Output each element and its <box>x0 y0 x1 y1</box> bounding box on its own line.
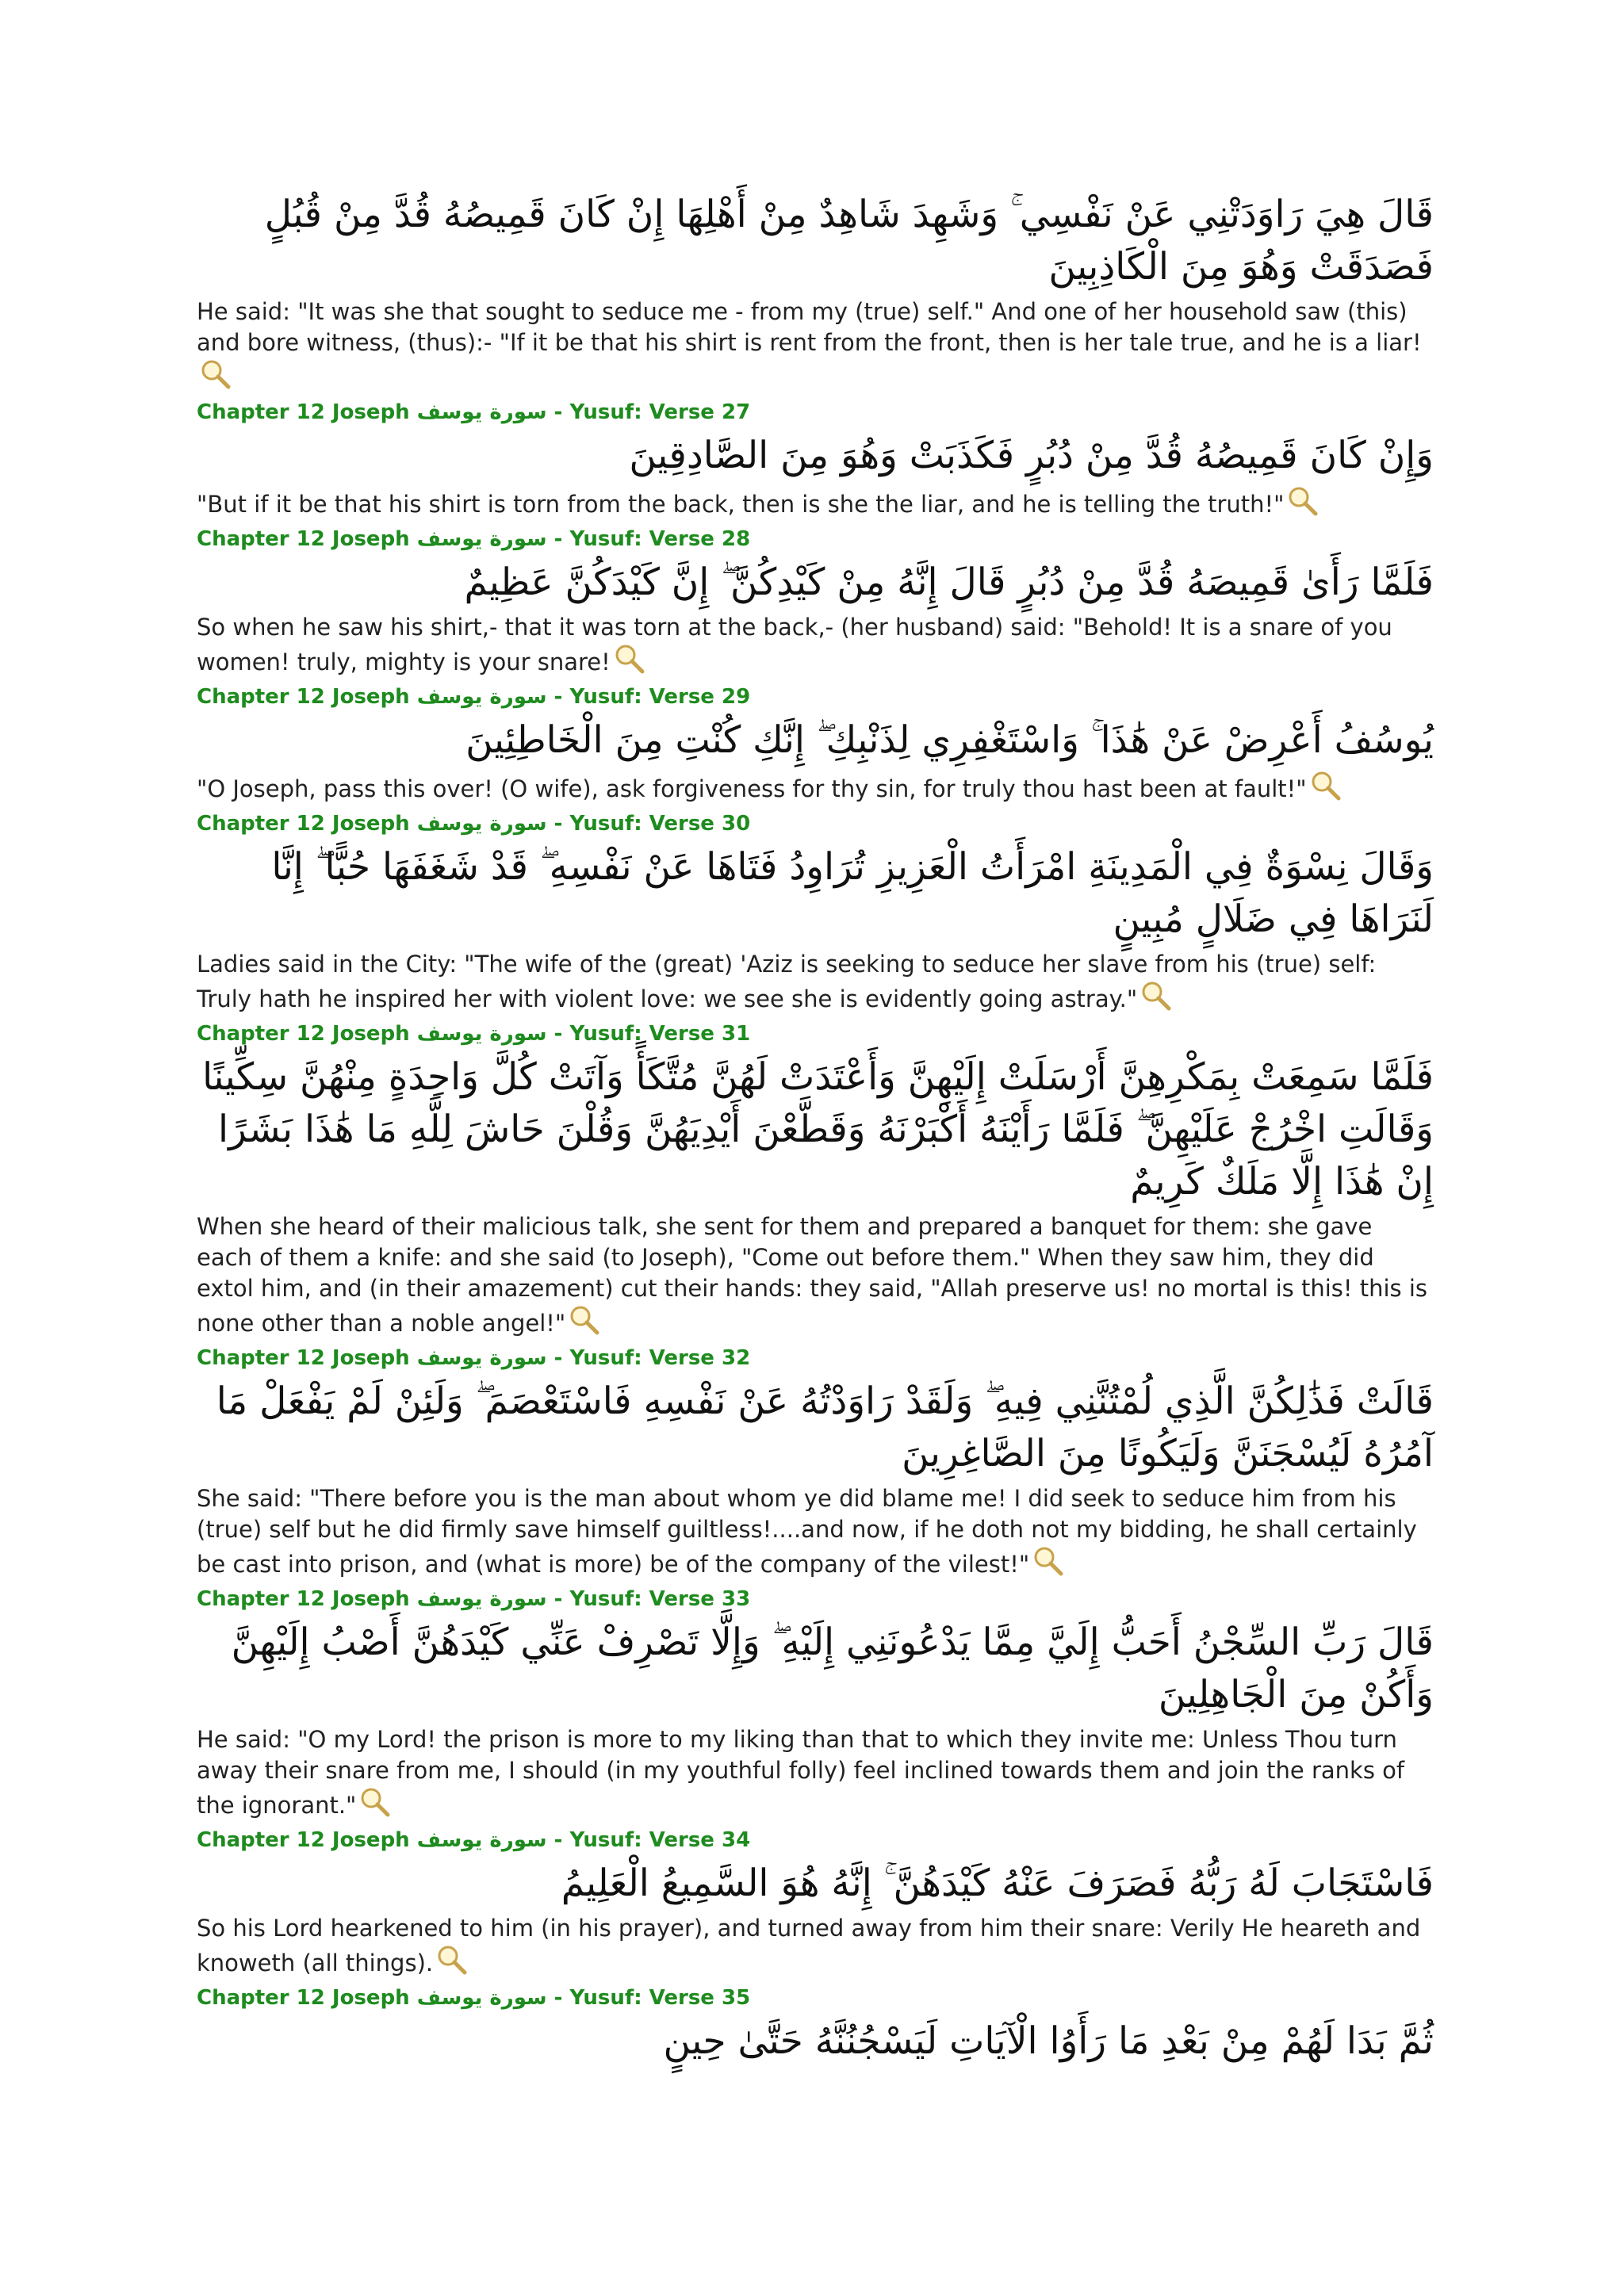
translation-text: He said: "O my Lord! the prison is more to my liking than that to which they invite me: Unless Thou turn away their snare from me, I should (in my youthful folly) feel inclined towards them and join the ranks of the ignorant." <box>197 1726 1405 1819</box>
verse-header: Chapter 12 Joseph سورة يوسف - Yusuf: Verse 30 <box>197 812 751 836</box>
verse-header: Chapter 12 Joseph سورة يوسف - Yusuf: Verse 34 <box>197 1828 751 1852</box>
translation-text: "But if it be that his shirt is torn from the back, then is she the liar, and he is telling the truth!" <box>197 485 1434 520</box>
verse-header: Chapter 12 Joseph سورة يوسف - Yusuf: Verse 29 <box>197 685 751 709</box>
verse-28 <box>197 525 1434 678</box>
arabic-text: قَالَ هِيَ رَاوَدَتْنِي عَنْ نَفْسِي ۚ وَشَهِدَ شَاهِدٌ مِنْ أَهْلِهَا إِنْ كَانَ قَمِيصُهُ قُدَّ مِنْ قُبُلٍ فَصَدَقَتْ وَهُوَ مِنَ الْكَاذِبِينَ <box>264 193 1434 289</box>
translation-text: When she heard of their malicious talk, she sent for them and prepared a banquet for them: she gave each of them a knife: and she said (to Joseph), "Come out before them." When they saw him, they did extol him, and (in their amazement) cut their hands: they said, "Allah preserve us! no mortal is this! this is none other than a noble angel!" <box>197 1213 1428 1337</box>
magnifier-icon[interactable] <box>569 1304 600 1336</box>
verse-26 <box>197 189 1434 393</box>
magnifier-icon[interactable] <box>1032 1545 1064 1577</box>
verse-29 <box>197 683 1434 805</box>
magnifier-icon[interactable] <box>200 358 232 390</box>
verse-32 <box>197 1344 1434 1580</box>
translation-text: She said: "There before you is the man about whom ye did blame me! I did seek to seduce him from his (true) self but he did firmly save himself guiltless!....and now, if he doth not my bidding, he shall certainly be cast into prison, and (what is more) be of the company of the vilest!" <box>197 1485 1417 1578</box>
magnifier-icon[interactable] <box>1287 485 1319 517</box>
verse-30 <box>197 809 1434 1015</box>
verse-header: Chapter 12 Joseph سورة يوسف - Yusuf: Verse 35 <box>197 1986 751 2010</box>
translation-text: He said: "It was she that sought to seduce me - from my (true) self." And one of her household saw (this) and bore witness, (thus):- "If it be that his shirt is rent from the front, then is her tale true, and he is a liar! <box>197 297 1434 393</box>
arabic-text: وَقَالَ نِسْوَةٌ فِي الْمَدِينَةِ امْرَأَتُ الْعَزِيزِ تُرَاوِدُ فَتَاهَا عَنْ نَفْسِهِ ۖ قَدْ شَغَفَهَا حُبًّا ۖ إِنَّا لَنَرَاهَا فِي ضَلَالٍ مُبِينٍ <box>271 845 1434 941</box>
verse-27 <box>197 398 1434 520</box>
arabic-text: فَلَمَّا سَمِعَتْ بِمَكْرِهِنَّ أَرْسَلَتْ إِلَيْهِنَّ وَأَعْتَدَتْ لَهُنَّ مُتَّكَأً وَآتَتْ كُلَّ وَاحِدَةٍ مِنْهُنَّ سِكِّينًا وَقَالَتِ اخْرُجْ عَلَيْهِنَّ ۖ فَلَمَّا رَأَيْنَهُ أَكْبَرْنَهُ وَقَطَّعْنَ أَيْدِيَهُنَّ وَقُلْنَ حَاشَ لِلَّهِ مَا هَٰذَا بَشَرًا إِنْ هَٰذَا إِلَّا مَلَكٌ كَرِيمٌ <box>202 1055 1434 1203</box>
arabic-text: يُوسُفُ أَعْرِضْ عَنْ هَٰذَا ۚ وَاسْتَغْفِرِي لِذَنْبِكِ ۖ إِنَّكِ كُنْتِ مِنَ الْخَاطِئِينَ <box>465 718 1434 762</box>
magnifier-icon[interactable] <box>359 1786 391 1818</box>
arabic-text: فَاسْتَجَابَ لَهُ رَبُّهُ فَصَرَفَ عَنْهُ كَيْدَهُنَّ ۚ إِنَّهُ هُوَ السَّمِيعُ الْعَلِيمُ <box>561 1862 1434 1905</box>
verse-header: Chapter 12 Joseph سورة يوسف - Yusuf: Verse 33 <box>197 1587 751 1611</box>
verse-33 <box>197 1585 1434 1821</box>
verses-list <box>197 189 1434 2069</box>
translation-text: So when he saw his shirt,- that it was torn at the back,- (her husband) said: "Behold! It is a snare of you women! truly, mighty is your snare! <box>197 614 1392 675</box>
verse-34 <box>197 1826 1434 1979</box>
arabic-text: وَإِنْ كَانَ قَمِيصُهُ قُدَّ مِنْ دُبُرٍ فَكَذَبَتْ وَهُوَ مِنَ الصَّادِقِينَ <box>629 434 1434 477</box>
verse-31 <box>197 1020 1434 1339</box>
verse-header: Chapter 12 Joseph سورة يوسف - Yusuf: Verse 32 <box>197 1346 751 1370</box>
arabic-text: ثُمَّ بَدَا لَهُمْ مِنْ بَعْدِ مَا رَأَوُا الْآيَاتِ لَيَسْجُنُنَّهُ حَتَّىٰ حِينٍ <box>663 2019 1434 2063</box>
verse-header: Chapter 12 Joseph سورة يوسف - Yusuf: Verse 27 <box>197 400 751 424</box>
translation-text: So his Lord hearkened to him (in his prayer), and turned away from him their snare: Verily He heareth and knoweth (all things). <box>197 1915 1421 1976</box>
magnifier-icon[interactable] <box>614 643 645 675</box>
magnifier-icon[interactable] <box>1310 770 1342 802</box>
magnifier-icon[interactable] <box>1140 980 1172 1012</box>
verse-header: Chapter 12 Joseph سورة يوسف - Yusuf: Verse 31 <box>197 1022 751 1046</box>
arabic-text: فَلَمَّا رَأَىٰ قَمِيصَهُ قُدَّ مِنْ دُبُرٍ قَالَ إِنَّهُ مِنْ كَيْدِكُنَّ ۖ إِنَّ كَيْدَكُنَّ عَظِيمٌ <box>464 561 1434 604</box>
arabic-text: قَالَ رَبِّ السِّجْنُ أَحَبُّ إِلَيَّ مِمَّا يَدْعُونَنِي إِلَيْهِ ۖ وَإِلَّا تَصْرِفْ عَنِّي كَيْدَهُنَّ أَصْبُ إِلَيْهِنَّ وَأَكُنْ مِنَ الْجَاهِلِينَ <box>231 1621 1434 1716</box>
magnifier-icon[interactable] <box>436 1944 468 1976</box>
arabic-text: قَالَتْ فَذَٰلِكُنَّ الَّذِي لُمْتُنَّنِي فِيهِ ۖ وَلَقَدْ رَاوَدْتُهُ عَنْ نَفْسِهِ فَاسْتَعْصَمَ ۖ وَلَئِنْ لَمْ يَفْعَلْ مَا آمُرُهُ لَيُسْجَنَنَّ وَلَيَكُونًا مِنَ الصَّاغِرِينَ <box>216 1380 1434 1475</box>
translation-text: "O Joseph, pass this over! (O wife), ask forgiveness for thy sin, for truly thou hast been at fault!" <box>197 770 1434 805</box>
verse-header: Chapter 12 Joseph سورة يوسف - Yusuf: Verse 28 <box>197 527 751 551</box>
translation-text: Ladies said in the City: "The wife of the (great) 'Aziz is seeking to seduce her slave from his (true) self: Truly hath he inspired her with violent love: we see she is evidently going astray." <box>197 951 1377 1012</box>
verse-35 <box>197 1984 1434 2068</box>
